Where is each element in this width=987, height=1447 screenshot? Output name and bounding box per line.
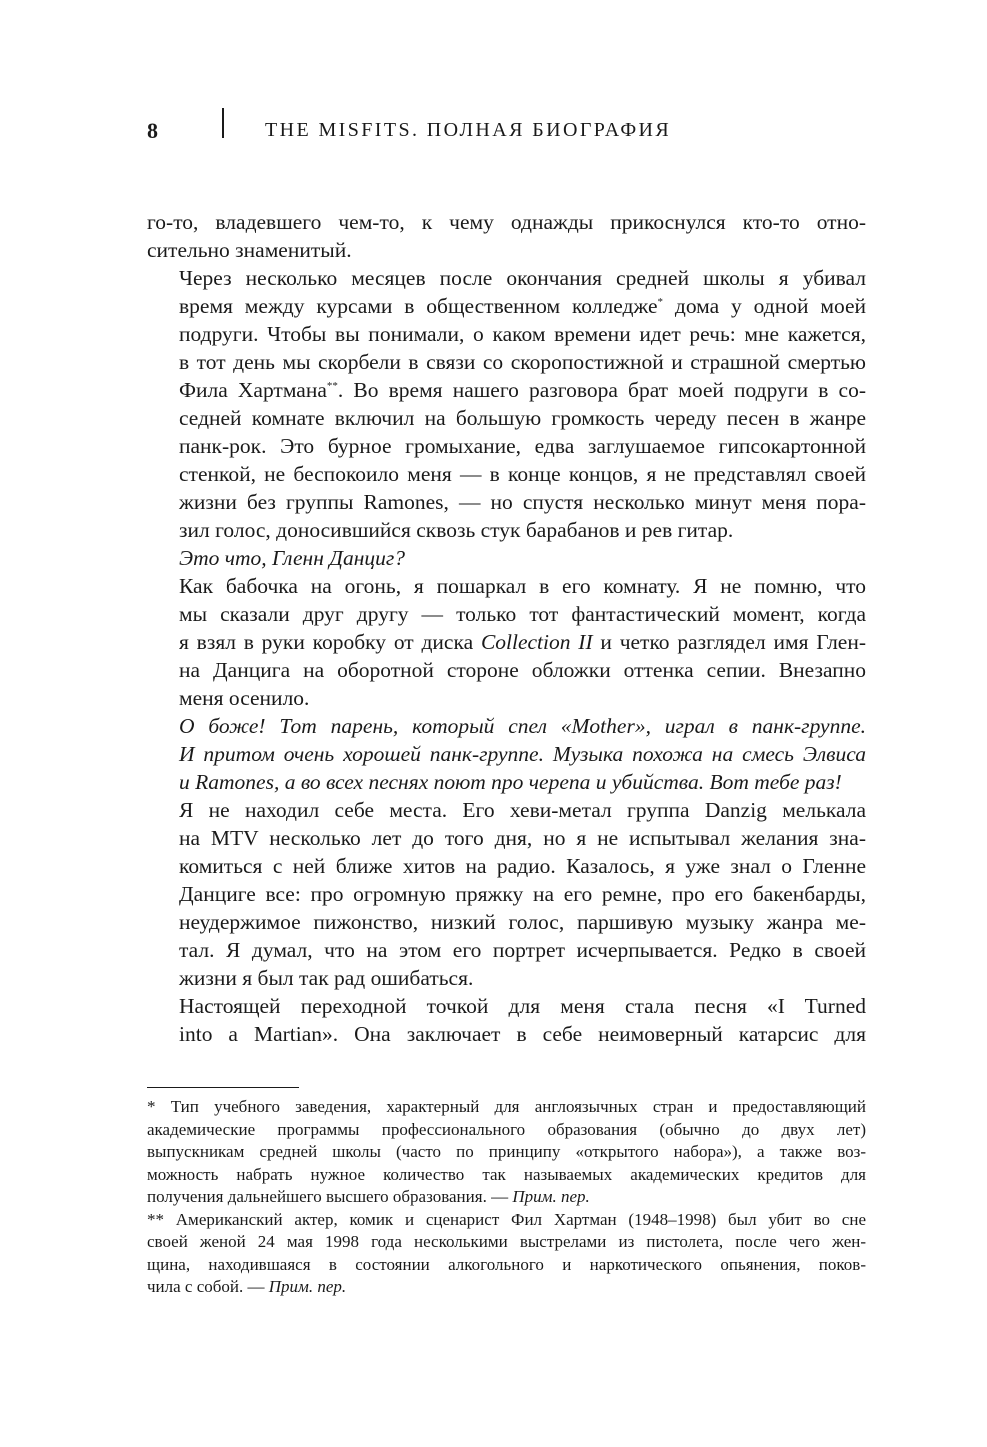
text-line: жизни я был так рад ошибаться. (179, 966, 474, 990)
footnote-line: выпускникам средней школы (часто по принципу «открытого набора»), а также воз- (147, 1142, 866, 1161)
footnote-line: можность набрать нужное количество так называемых академических кредитов для (147, 1164, 866, 1184)
paragraph-2 (147, 264, 866, 544)
text-line: комиться с ней ближе хитов на радио. Казалось, я уже знал о Гленне (179, 854, 866, 878)
text-fragment: получения дальнейшего высшего образования. — (147, 1187, 513, 1206)
footnote-2 (147, 1209, 866, 1299)
translator-note-tag: Прим. пер. (512, 1187, 590, 1206)
text-line: подруги. Чтобы вы понимали, о каком времени идет речь: мне кажется, (179, 322, 866, 346)
text-line: Через несколько месяцев после окончания средней школы я убивал (179, 266, 866, 290)
header-divider (222, 108, 224, 138)
text-fragment: чила с собой. — (147, 1277, 269, 1296)
page-number: 8 (147, 118, 158, 143)
text-line: жизни без группы Ramones, — но спустя несколько минут меня пора- (179, 490, 866, 514)
text-line: мы сказали друг другу — только тот фантастический момент, когда (179, 602, 866, 626)
footnote-line: щина, находившаяся в состоянии алкогольного и наркотического опьянения, поков- (147, 1254, 866, 1274)
paragraph-7 (147, 992, 866, 1048)
footnotes (147, 1096, 866, 1299)
text-line: го-то, владевшего чем-то, к чему однажды прикоснулся кто-то отно- (147, 210, 866, 234)
text-line: стенкой, не беспокоило меня — в конце концов, я не представлял своей (179, 462, 866, 486)
paragraph-4 (147, 572, 866, 712)
text-line: седней комнате включил на большую громкость череду песен в жанре (179, 406, 866, 430)
running-title: THE MISFITS. ПОЛНАЯ БИОГРАФИЯ (265, 119, 672, 141)
footnote-1 (147, 1096, 866, 1209)
footnote-line (147, 1186, 866, 1209)
text-line: на MTV несколько лет до того дня, но я не испытывал желания зна- (179, 826, 866, 850)
text-line: Я не находил себе места. Его хеви-метал группа Danzig мелькала (179, 798, 866, 822)
text-fragment: дома у одной моей (663, 294, 866, 318)
text-line: Настоящей переходной точкой для меня стала песня «I Turned (179, 994, 866, 1018)
text-fragment: время между курсами в общественном колледже (179, 294, 658, 318)
text-fragment: Фила Хартмана (179, 378, 327, 402)
footnote-marker: * (657, 295, 664, 308)
text-line: Данциге все: про огромную пряжку на его ремне, про его бакенбарды, (179, 882, 866, 906)
text-line: тал. Я думал, что на этом его портрет исчерпывается. Редко в своей (179, 938, 866, 962)
text-line: неудержимое пижонство, низкий голос, паршивую музыку жанра ме- (179, 910, 866, 934)
text-line: и Ramones, а во всех песнях поют про черепа и убийства. Вот тебе раз! (179, 770, 842, 794)
footnote-line: академические программы профессионального образования (обычно до двух лет) (147, 1119, 866, 1139)
paragraph-5 (147, 712, 866, 796)
footnote-marker: ** (326, 379, 338, 392)
text-line: Это что, Гленн Данциг? (179, 546, 405, 570)
translator-note-tag: Прим. пер. (268, 1277, 347, 1296)
text-line: на Данцига на оборотной стороне обложки оттенка сепии. Внезапно (179, 658, 866, 682)
footnote-line (147, 1276, 866, 1299)
text-line (147, 376, 866, 404)
text-line: сительно знаменитый. (147, 238, 352, 262)
text-line: И притом очень хорошей панк-группе. Музыка похожа на смесь Элвиса (179, 742, 866, 766)
paragraph-6 (147, 796, 866, 992)
footnote-line: * Тип учебного заведения, характерный для англоязычных стран и предоставляющий (147, 1097, 866, 1116)
text-line: Как бабочка на огонь, я пошаркал в его комнату. Я не помню, что (179, 574, 866, 598)
footnote-line: ** Американский актер, комик и сценарист Фил Хартман (1948–1998) был убит во сне (147, 1209, 866, 1229)
text-line (147, 628, 866, 656)
text-line: меня осенило. (179, 686, 310, 710)
text-line: панк-рок. Это бурное громыхание, едва заглушаемое гипсокартонной (179, 434, 866, 458)
text-fragment: . Во время нашего разговора брат моей подруги в со- (337, 378, 866, 402)
text-line (147, 292, 866, 320)
text-line: О боже! Тот парень, который спел «Mother», играл в панк-группе. (179, 714, 866, 738)
text-line: зил голос, доносившийся сквозь стук барабанов и рев гитар. (179, 518, 734, 542)
text-fragment: и четко разглядел имя Глен- (592, 630, 867, 654)
text-line: into a Martian». Она заключает в себе неимоверный катарсис для (179, 1022, 866, 1046)
paragraph-3 (147, 544, 866, 572)
page-header (147, 108, 866, 152)
paragraph-1 (147, 208, 866, 264)
footnote-line: своей женой 24 мая 1998 года несколькими выстрелами из пистолета, после чего жен- (147, 1232, 866, 1251)
album-title: Collection II (480, 630, 593, 654)
text-fragment: я взял в руки коробку от диска (179, 630, 481, 654)
footnote-separator (147, 1087, 299, 1088)
main-text (147, 208, 866, 1048)
text-line: в тот день мы скорбели в связи со скоропостижной и страшной смертью (179, 350, 866, 374)
